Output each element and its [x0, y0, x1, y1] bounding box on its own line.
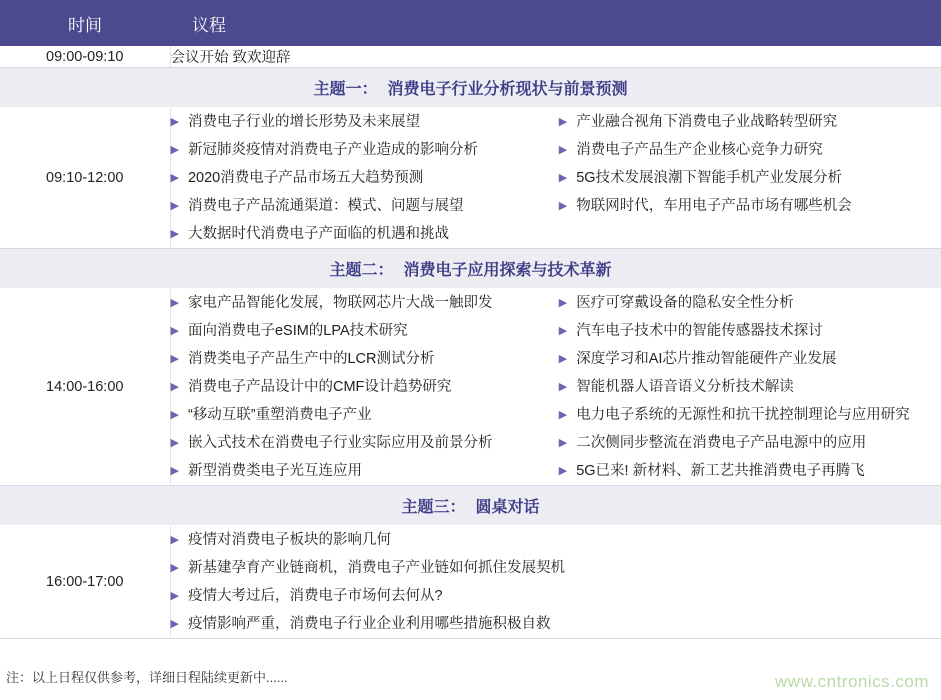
- list-item-label: 嵌入式技术在消费电子行业实际应用及前景分析: [187, 435, 493, 451]
- topic-list-left: [171, 289, 559, 485]
- list-item-label: 消费电子产品设计中的CMF设计趋势研究: [187, 379, 452, 395]
- list-item: [559, 108, 941, 136]
- list-item: [171, 164, 553, 192]
- column-header-agenda: 议程: [170, 0, 941, 46]
- list-item-label: 家电产品智能化发展，物联网芯片大战一触即发: [187, 295, 493, 311]
- list-item-label: 疫情大考过后，消费电子市场何去何从?: [187, 588, 443, 604]
- section-title-cell: [0, 249, 941, 289]
- triangle-right-icon: ▶: [170, 297, 179, 309]
- triangle-right-icon: ▶: [558, 200, 568, 212]
- topic-list-right: [559, 108, 941, 248]
- list-item: [171, 136, 553, 164]
- list-item-label: 新基建孕育产业链商机，消费电子产业链如何抓住发展契机: [187, 560, 565, 576]
- triangle-right-icon: ▶: [170, 590, 179, 602]
- list-item: [171, 108, 553, 136]
- list-item-label: 疫情影响严重，消费电子行业企业利用哪些措施积极自救: [187, 616, 551, 632]
- list-item: [171, 610, 941, 638]
- table-row: [0, 46, 941, 68]
- triangle-right-icon: ▶: [170, 325, 179, 337]
- list-item: [171, 401, 553, 429]
- triangle-right-icon: ▶: [558, 465, 568, 477]
- list-item-label: 5G已来! 新材料、新工艺共推消费电子再腾飞: [576, 463, 865, 479]
- list-item-label: 智能机器人语音语义分析技术解读: [576, 379, 794, 395]
- row-time: 14:00-16:00: [0, 289, 170, 486]
- row-time: 09:00-09:10: [0, 46, 170, 68]
- topic-list-single: [171, 526, 941, 638]
- header-left-accent: [0, 0, 4, 46]
- row-time: 09:10-12:00: [0, 108, 170, 249]
- triangle-right-icon: ▶: [170, 200, 179, 212]
- section-name: 消费电子应用探索与技术革新: [403, 262, 612, 279]
- triangle-right-icon: ▶: [170, 144, 179, 156]
- list-item: [171, 429, 553, 457]
- section-title-cell: [0, 68, 941, 108]
- triangle-right-icon: ▶: [170, 172, 179, 184]
- list-item-label: 新冠肺炎疫情对消费电子产业造成的影响分析: [187, 142, 478, 158]
- list-item-label: 消费电子产品流通渠道：模式、问题与展望: [187, 198, 464, 214]
- table-row: [0, 108, 941, 249]
- triangle-right-icon: ▶: [170, 534, 179, 546]
- list-item: [559, 317, 941, 345]
- list-item: [171, 526, 941, 554]
- row-content: 会议开始 致欢迎辞: [170, 46, 941, 68]
- row-content: [170, 289, 941, 486]
- triangle-right-icon: ▶: [558, 297, 568, 309]
- triangle-right-icon: ▶: [170, 353, 179, 365]
- triangle-right-icon: ▶: [170, 465, 179, 477]
- list-item: [559, 429, 941, 457]
- list-item: [171, 554, 941, 582]
- triangle-right-icon: ▶: [170, 618, 179, 630]
- section-number: 主题二：: [329, 262, 394, 279]
- topic-list-left: [171, 108, 559, 248]
- list-item: [171, 373, 553, 401]
- column-header-time: 时间: [0, 0, 170, 46]
- triangle-right-icon: ▶: [558, 437, 568, 449]
- triangle-right-icon: ▶: [170, 409, 179, 421]
- section-row-topic-3: [0, 486, 941, 526]
- list-item: [171, 220, 553, 248]
- list-item: [171, 289, 553, 317]
- table-row: [0, 289, 941, 486]
- section-number: 主题三：: [401, 499, 466, 516]
- triangle-right-icon: ▶: [558, 172, 568, 184]
- section-name: 消费电子行业分析现状与前景预测: [387, 81, 628, 98]
- footer: [0, 664, 941, 700]
- list-item-label: 大数据时代消费电子产面临的机遇和挑战: [187, 226, 449, 242]
- list-item: [559, 373, 941, 401]
- triangle-right-icon: ▶: [558, 381, 568, 393]
- triangle-right-icon: ▶: [170, 381, 179, 393]
- list-item-label: 消费电子行业的增长形势及未来展望: [187, 114, 420, 130]
- topic-list-right: [559, 289, 941, 485]
- list-item-label: 2020消费电子产品市场五大趋势预测: [187, 170, 424, 186]
- list-item: [171, 582, 941, 610]
- triangle-right-icon: ▶: [558, 116, 568, 128]
- row-time: 16:00-17:00: [0, 526, 170, 639]
- row-content: [170, 526, 941, 639]
- list-item-label: 5G技术发展浪潮下智能手机产业发展分析: [576, 170, 843, 186]
- list-item-label: 汽车电子技术中的智能传感器技术探讨: [576, 323, 823, 339]
- list-item-label: 深度学习和AI芯片推动智能硬件产业发展: [576, 351, 837, 367]
- list-item-label: 消费电子产品生产企业核心竞争力研究: [576, 142, 823, 158]
- list-item: [171, 457, 553, 485]
- list-item-label: 疫情对消费电子板块的影响几何: [187, 532, 391, 548]
- section-title-cell: [0, 486, 941, 526]
- list-item-label: 电力电子系统的无源性和抗干扰控制理论与应用研究: [576, 407, 910, 423]
- list-item: [559, 401, 941, 429]
- list-item: [559, 345, 941, 373]
- list-item-label: 面向消费电子eSIM的LPA技术研究: [187, 323, 408, 339]
- list-item: [559, 289, 941, 317]
- list-item: [171, 317, 553, 345]
- section-number: 主题一：: [313, 81, 378, 98]
- footer-note: 注：以上日程仅供参考，详细日程陆续更新中......: [6, 670, 288, 685]
- list-item-label: 二次侧同步整流在消费电子产品电源中的应用: [576, 435, 867, 451]
- list-item-label: “移动互联”重塑消费电子产业: [187, 407, 372, 423]
- list-item-label: 消费类电子产品生产中的LCR测试分析: [187, 351, 435, 367]
- list-item-label: 新型消费类电子光互连应用: [187, 463, 362, 479]
- list-item: [559, 457, 941, 485]
- triangle-right-icon: ▶: [170, 228, 179, 240]
- table-header-row: [0, 0, 941, 46]
- triangle-right-icon: ▶: [558, 353, 568, 365]
- section-name: 圆桌对话: [475, 499, 540, 516]
- list-item-label: 产业融合视角下消费电子业战略转型研究: [576, 114, 838, 130]
- list-item: [171, 192, 553, 220]
- list-item-label: 物联网时代，车用电子产品市场有哪些机会: [576, 198, 852, 214]
- triangle-right-icon: ▶: [170, 116, 179, 128]
- triangle-right-icon: ▶: [170, 437, 179, 449]
- triangle-right-icon: ▶: [558, 409, 568, 421]
- triangle-right-icon: ▶: [558, 144, 568, 156]
- list-item: [171, 345, 553, 373]
- site-watermark: www.cntronics.com: [775, 672, 929, 691]
- table-row: [0, 526, 941, 639]
- list-item-label: 医疗可穿戴设备的隐私安全性分析: [576, 295, 794, 311]
- list-item: [559, 136, 941, 164]
- list-item: [559, 164, 941, 192]
- list-item: [559, 192, 941, 220]
- triangle-right-icon: ▶: [558, 325, 568, 337]
- row-content: [170, 108, 941, 249]
- triangle-right-icon: ▶: [170, 562, 179, 574]
- section-row-topic-2: [0, 249, 941, 289]
- section-row-topic-1: [0, 68, 941, 108]
